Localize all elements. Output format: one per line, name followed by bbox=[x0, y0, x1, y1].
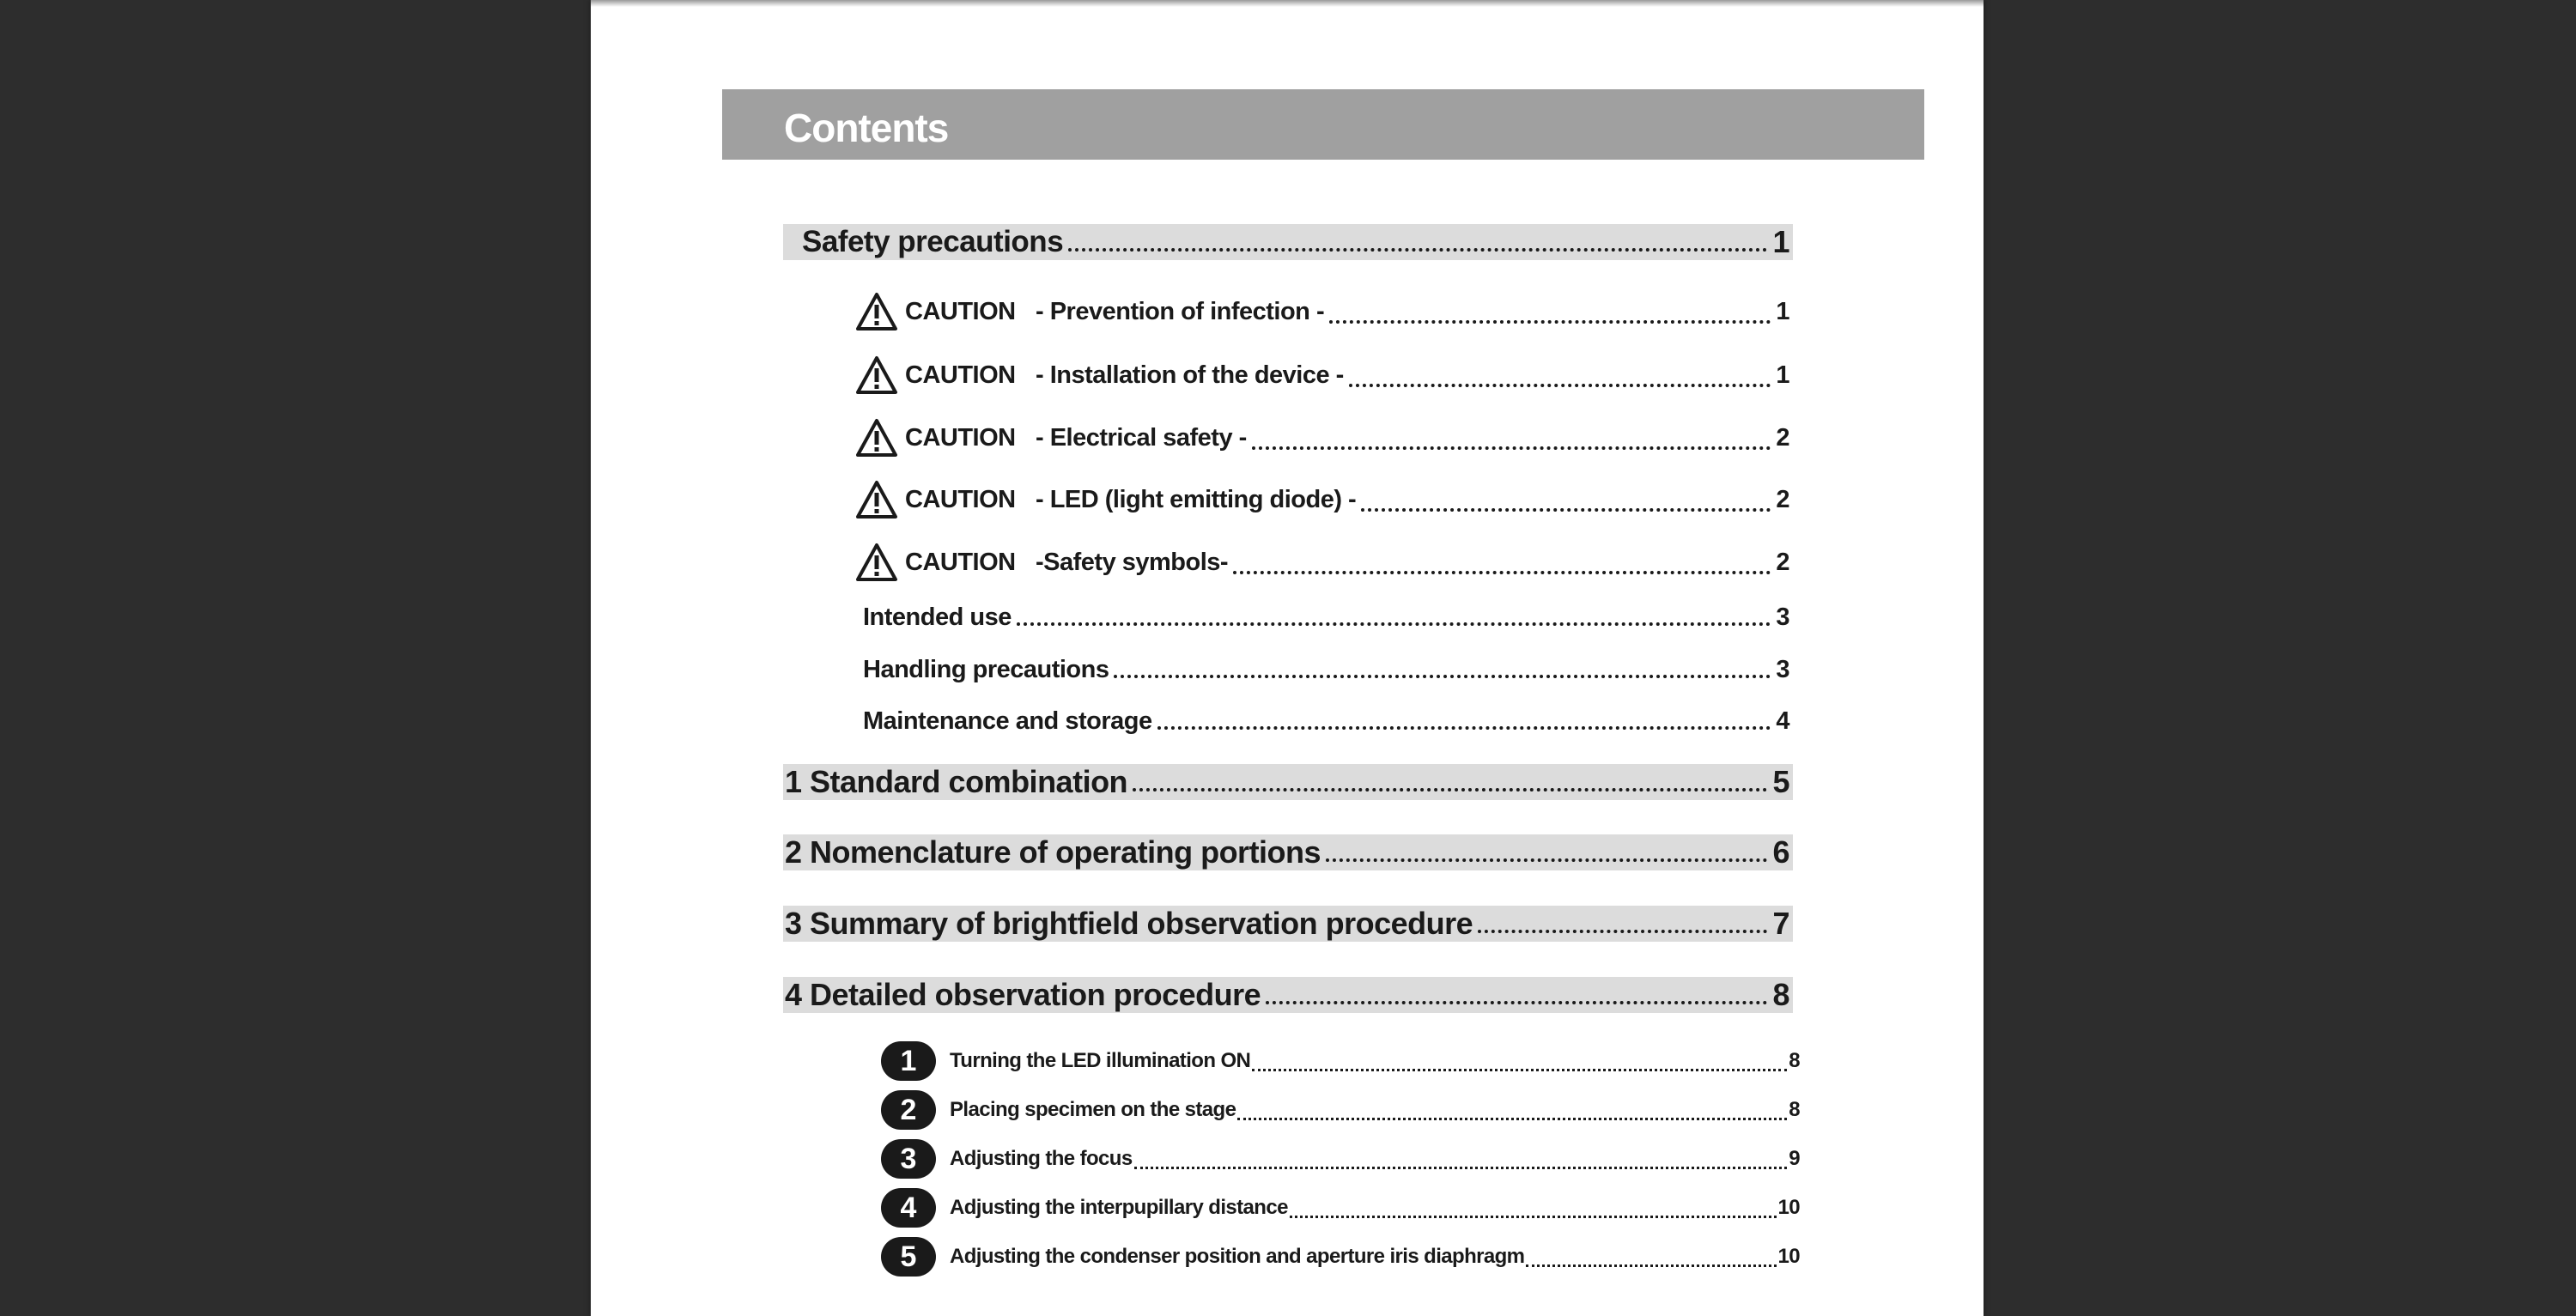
contents-banner bbox=[722, 89, 1924, 160]
toc-entry-caution-led[interactable] bbox=[855, 479, 1793, 520]
toc-entry-step-4[interactable] bbox=[881, 1187, 1800, 1228]
toc-entry-caution-safety-symbols[interactable] bbox=[855, 542, 1793, 583]
toc-entry-caution-electrical[interactable] bbox=[855, 417, 1793, 458]
toc-entry-section-1[interactable] bbox=[783, 764, 1793, 800]
toc-entry-section-3[interactable] bbox=[783, 906, 1793, 942]
contents-heading: Contents bbox=[784, 106, 949, 150]
toc-entry-label: Turning the LED illumination ON bbox=[950, 1049, 1251, 1072]
warning-triangle-icon bbox=[855, 543, 898, 582]
toc-entry-label: Adjusting the condenser position and aperture iris diaphragm bbox=[950, 1245, 1525, 1268]
dot-leader bbox=[1157, 726, 1771, 730]
step-number-badge: 2 bbox=[881, 1090, 936, 1130]
toc-page-number: 3 bbox=[1776, 603, 1789, 631]
dot-leader bbox=[1133, 788, 1767, 791]
caution-word: CAUTION bbox=[905, 361, 1016, 389]
dot-leader bbox=[1290, 1216, 1777, 1218]
toc-page-number: 2 bbox=[1776, 548, 1789, 576]
toc-entry-intended-use[interactable] bbox=[863, 600, 1793, 634]
toc-page-number: 10 bbox=[1777, 1245, 1800, 1268]
page-top-shadow bbox=[591, 0, 1984, 7]
toc-entry-step-1[interactable] bbox=[881, 1040, 1800, 1082]
step-number-badge: 1 bbox=[881, 1041, 936, 1081]
toc-entry-section-4[interactable] bbox=[783, 977, 1793, 1013]
toc-entry-handling-precautions[interactable] bbox=[863, 652, 1793, 687]
toc-entry-label: 3 Summary of brightfield observation procedure bbox=[785, 906, 1473, 941]
toc-entry-label: - Prevention of infection - bbox=[1036, 297, 1325, 325]
toc-page-number: 2 bbox=[1776, 423, 1789, 452]
dot-leader bbox=[1134, 1167, 1788, 1169]
dot-leader bbox=[1478, 930, 1767, 933]
warning-triangle-icon bbox=[855, 355, 898, 395]
toc-page-number: 8 bbox=[1789, 1049, 1800, 1072]
toc-entry-label: -Safety symbols- bbox=[1036, 548, 1229, 576]
caution-word: CAUTION bbox=[905, 485, 1016, 513]
dot-leader bbox=[1266, 1001, 1767, 1004]
toc-entry-safety-precautions[interactable] bbox=[783, 224, 1793, 260]
toc-entry-label: 2 Nomenclature of operating portions bbox=[785, 834, 1321, 870]
dot-leader bbox=[1237, 1118, 1787, 1120]
toc-page-number: 5 bbox=[1772, 764, 1789, 799]
toc-entry-label: - LED (light emitting diode) - bbox=[1036, 485, 1357, 513]
toc-entry-step-5[interactable] bbox=[881, 1236, 1800, 1277]
toc-entry-label: Safety precautions bbox=[802, 225, 1064, 258]
toc-page-number: 1 bbox=[1772, 224, 1789, 259]
step-number-badge: 5 bbox=[881, 1237, 936, 1277]
warning-triangle-icon bbox=[855, 480, 898, 519]
toc-page-number: 1 bbox=[1776, 297, 1789, 325]
dot-leader bbox=[1252, 1069, 1787, 1071]
dot-leader bbox=[1361, 508, 1771, 512]
warning-triangle-icon bbox=[855, 418, 898, 458]
toc-entry-label: Maintenance and storage bbox=[863, 707, 1152, 735]
toc-entry-label: - Installation of the device - bbox=[1036, 361, 1344, 389]
dot-leader bbox=[1114, 675, 1771, 678]
toc-entry-label: - Electrical safety - bbox=[1036, 423, 1247, 452]
toc-entry-label: 4 Detailed observation procedure bbox=[785, 977, 1261, 1012]
toc-entry-step-3[interactable] bbox=[881, 1138, 1800, 1180]
toc-entry-label: 1 Standard combination bbox=[785, 764, 1128, 799]
dot-leader bbox=[1349, 384, 1771, 387]
toc-entry-label: Adjusting the focus bbox=[950, 1147, 1133, 1170]
step-number-badge: 3 bbox=[881, 1139, 936, 1179]
caution-word: CAUTION bbox=[905, 297, 1016, 325]
toc-entry-label: Adjusting the interpupillary distance bbox=[950, 1196, 1288, 1219]
toc-entry-label: Placing specimen on the stage bbox=[950, 1098, 1236, 1121]
step-number-badge: 4 bbox=[881, 1188, 936, 1228]
toc-page-number: 9 bbox=[1789, 1147, 1800, 1170]
toc-entry-caution-infection[interactable] bbox=[855, 291, 1793, 332]
caution-word: CAUTION bbox=[905, 423, 1016, 452]
toc-page-number: 2 bbox=[1776, 485, 1789, 513]
toc-entry-caution-installation[interactable] bbox=[855, 355, 1793, 396]
toc-page-number: 3 bbox=[1776, 655, 1789, 683]
dot-leader bbox=[1326, 858, 1767, 862]
dot-leader bbox=[1233, 571, 1771, 574]
dot-leader bbox=[1329, 320, 1771, 324]
warning-triangle-icon bbox=[855, 292, 898, 331]
dot-leader bbox=[1252, 446, 1771, 450]
toc-page-number: 8 bbox=[1789, 1098, 1800, 1121]
toc-page-number: 1 bbox=[1776, 361, 1789, 389]
toc-page-number: 7 bbox=[1772, 906, 1789, 941]
toc-page-number: 4 bbox=[1776, 707, 1789, 735]
toc-page-number: 8 bbox=[1772, 977, 1789, 1012]
toc-entry-label: Handling precautions bbox=[863, 655, 1109, 683]
dot-leader bbox=[1017, 622, 1771, 626]
toc-entry-section-2[interactable] bbox=[783, 834, 1793, 870]
toc-page-number: 10 bbox=[1777, 1196, 1800, 1219]
toc-entry-step-2[interactable] bbox=[881, 1089, 1800, 1131]
toc-entry-maintenance-storage[interactable] bbox=[863, 704, 1793, 738]
dot-leader bbox=[1068, 248, 1767, 252]
toc-entry-label: Intended use bbox=[863, 603, 1012, 631]
caution-word: CAUTION bbox=[905, 548, 1016, 576]
toc-page-number: 6 bbox=[1772, 834, 1789, 870]
dot-leader bbox=[1526, 1264, 1776, 1267]
